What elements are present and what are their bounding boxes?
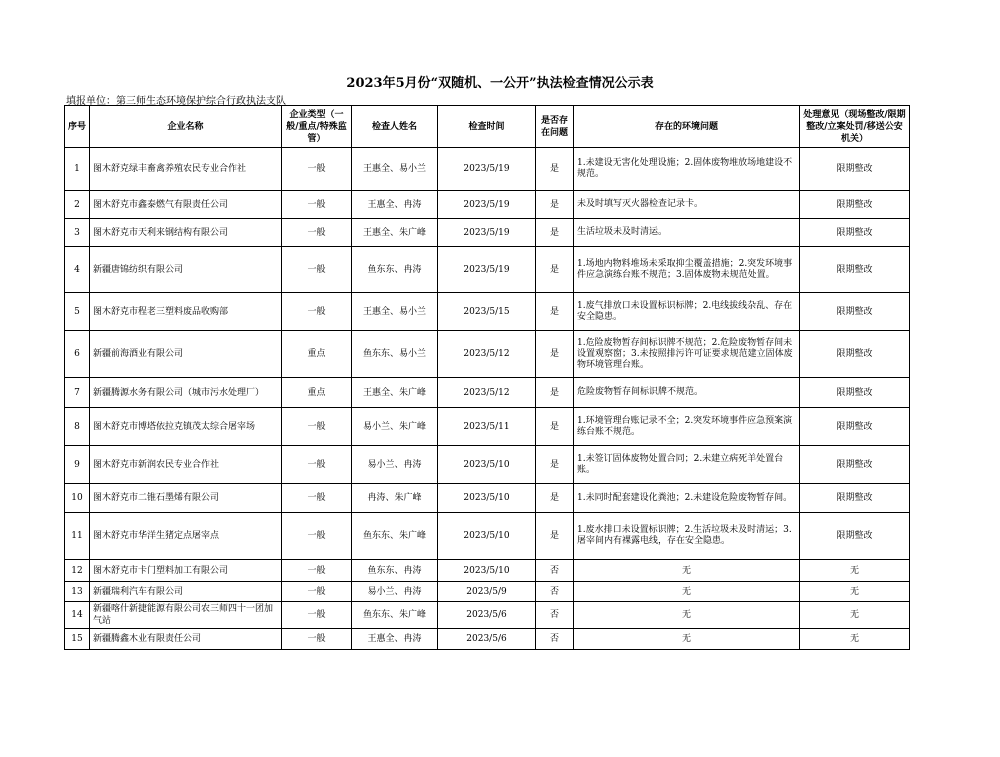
row-company-name: 图木舒克市天利来钢结构有限公司 — [90, 219, 282, 247]
row-problems: 无 — [574, 629, 800, 650]
row-opinion: 无 — [800, 629, 910, 650]
row-company-name: 新疆腾源水务有限公司（城市污水处理厂） — [90, 378, 282, 408]
row-company-type: 一般 — [282, 513, 352, 560]
row-company-name: 新疆腾鑫木业有限责任公司 — [90, 629, 282, 650]
row-problems: 1.未建设无害化处理设施；2.固体废物堆放场地建设不规范。 — [574, 148, 800, 191]
table-row — [65, 378, 910, 408]
row-seq: 11 — [65, 513, 90, 560]
row-has-issue: 是 — [536, 446, 574, 484]
table-row — [65, 484, 910, 513]
row-seq: 5 — [65, 293, 90, 331]
row-inspection-date: 2023/5/10 — [438, 513, 536, 560]
row-inspection-date: 2023/5/19 — [438, 219, 536, 247]
header-date: 检查时间 — [438, 106, 536, 148]
header-row — [65, 106, 910, 148]
table-row — [65, 513, 910, 560]
header-problems: 存在的环境问题 — [574, 106, 800, 148]
table-row — [65, 219, 910, 247]
row-company-type: 一般 — [282, 602, 352, 629]
row-company-name: 图木舒克市鑫泰燃气有限责任公司 — [90, 191, 282, 219]
row-seq: 14 — [65, 602, 90, 629]
inspection-table — [64, 105, 910, 650]
row-inspector: 王惠全、朱广峰 — [352, 378, 438, 408]
row-inspection-date: 2023/5/12 — [438, 331, 536, 378]
row-has-issue: 是 — [536, 513, 574, 560]
row-has-issue: 是 — [536, 148, 574, 191]
header-opinion: 处理意见（现场整改/限期整改/立案处罚/移送公安机关） — [800, 106, 910, 148]
row-company-name: 新疆喀什新捷能源有限公司农三师四十一团加气站 — [90, 602, 282, 629]
row-inspector: 王惠全、易小兰 — [352, 148, 438, 191]
row-problems: 1.未同时配套建设化粪池；2.未建设危险废物暂存间。 — [574, 484, 800, 513]
row-company-type: 一般 — [282, 247, 352, 293]
row-has-issue: 是 — [536, 484, 574, 513]
row-seq: 7 — [65, 378, 90, 408]
row-opinion: 无 — [800, 582, 910, 602]
row-opinion: 限期整改 — [800, 484, 910, 513]
table-row — [65, 331, 910, 378]
row-opinion: 无 — [800, 602, 910, 629]
row-problems: 1.危险废物暂存间标识牌不规范；2.危险废物暂存间未设置观察窗；3.未按照排污许可证要求规范建立固体废物环境管理台账。 — [574, 331, 800, 378]
table-row — [65, 629, 910, 650]
row-inspection-date: 2023/5/9 — [438, 582, 536, 602]
row-seq: 8 — [65, 408, 90, 446]
row-opinion: 限期整改 — [800, 513, 910, 560]
row-inspection-date: 2023/5/10 — [438, 446, 536, 484]
row-company-name: 图木舒克市新润农民专业合作社 — [90, 446, 282, 484]
table-row — [65, 148, 910, 191]
table-row — [65, 446, 910, 484]
row-seq: 4 — [65, 247, 90, 293]
row-has-issue: 否 — [536, 582, 574, 602]
row-opinion: 限期整改 — [800, 247, 910, 293]
row-inspection-date: 2023/5/15 — [438, 293, 536, 331]
row-seq: 1 — [65, 148, 90, 191]
row-seq: 12 — [65, 560, 90, 582]
row-problems: 无 — [574, 582, 800, 602]
row-problems: 未及时填写灭火器检查记录卡。 — [574, 191, 800, 219]
row-inspection-date: 2023/5/19 — [438, 191, 536, 219]
row-company-type: 一般 — [282, 560, 352, 582]
row-has-issue: 是 — [536, 378, 574, 408]
row-inspector: 易小兰、冉涛 — [352, 446, 438, 484]
row-has-issue: 是 — [536, 219, 574, 247]
row-has-issue: 是 — [536, 331, 574, 378]
row-inspector: 鱼东东、冉涛 — [352, 247, 438, 293]
row-seq: 2 — [65, 191, 90, 219]
row-inspection-date: 2023/5/19 — [438, 148, 536, 191]
header-name: 企业名称 — [90, 106, 282, 148]
row-company-name: 新疆唐锦纺织有限公司 — [90, 247, 282, 293]
row-seq: 9 — [65, 446, 90, 484]
row-seq: 3 — [65, 219, 90, 247]
reporting-unit: 填报单位：第三师生态环境保护综合行政执法支队 — [66, 96, 286, 107]
table-row — [65, 582, 910, 602]
row-problems: 1.废水排口未设置标识牌；2.生活垃圾未及时清运；3.屠宰间内有裸露电线，存在安全隐患。 — [574, 513, 800, 560]
table-row — [65, 408, 910, 446]
row-opinion: 限期整改 — [800, 191, 910, 219]
row-inspector: 鱼东东、冉涛 — [352, 560, 438, 582]
row-inspection-date: 2023/5/10 — [438, 560, 536, 582]
table-row — [65, 602, 910, 629]
row-opinion: 限期整改 — [800, 219, 910, 247]
row-inspector: 王惠全、冉涛 — [352, 629, 438, 650]
row-seq: 13 — [65, 582, 90, 602]
row-inspection-date: 2023/5/11 — [438, 408, 536, 446]
row-company-type: 一般 — [282, 148, 352, 191]
row-inspector: 王惠全、冉涛 — [352, 191, 438, 219]
row-inspector: 鱼东东、朱广峰 — [352, 602, 438, 629]
row-problems: 1.未签订固体废物处置合同；2.未建立病死羊处置台账。 — [574, 446, 800, 484]
row-inspector: 鱼东东、朱广峰 — [352, 513, 438, 560]
row-problems: 生活垃圾未及时清运。 — [574, 219, 800, 247]
row-opinion: 限期整改 — [800, 378, 910, 408]
row-company-name: 图木舒克市华洋生猪定点屠宰点 — [90, 513, 282, 560]
row-opinion: 限期整改 — [800, 446, 910, 484]
row-inspector: 王惠全、易小兰 — [352, 293, 438, 331]
row-seq: 6 — [65, 331, 90, 378]
row-company-type: 一般 — [282, 219, 352, 247]
row-company-name: 新疆前海酒业有限公司 — [90, 331, 282, 378]
row-company-name: 图木舒克市二锥石墨烯有限公司 — [90, 484, 282, 513]
row-inspection-date: 2023/5/10 — [438, 484, 536, 513]
table-row — [65, 247, 910, 293]
row-inspector: 冉涛、朱广峰 — [352, 484, 438, 513]
row-seq: 15 — [65, 629, 90, 650]
row-company-name: 图木舒克市博塔依拉克镇茂太综合屠宰场 — [90, 408, 282, 446]
row-company-type: 重点 — [282, 378, 352, 408]
row-opinion: 限期整改 — [800, 331, 910, 378]
page-title: 2023年5月份“双随机、一公开”执法检查情况公示表 — [346, 76, 654, 91]
row-inspector: 王惠全、朱广峰 — [352, 219, 438, 247]
row-problems: 无 — [574, 560, 800, 582]
header-type: 企业类型（一般/重点/特殊监管） — [282, 106, 352, 148]
row-has-issue: 是 — [536, 247, 574, 293]
row-opinion: 限期整改 — [800, 148, 910, 191]
row-problems: 1.环境管理台账记录不全；2.突发环境事件应急预案演练台账不规范。 — [574, 408, 800, 446]
header-has-issue: 是否存在问题 — [536, 106, 574, 148]
table-row — [65, 191, 910, 219]
row-inspection-date: 2023/5/12 — [438, 378, 536, 408]
row-company-type: 一般 — [282, 582, 352, 602]
row-company-type: 一般 — [282, 408, 352, 446]
header-inspector: 检查人姓名 — [352, 106, 438, 148]
row-opinion: 限期整改 — [800, 293, 910, 331]
row-opinion: 限期整改 — [800, 408, 910, 446]
row-has-issue: 否 — [536, 629, 574, 650]
row-company-type: 一般 — [282, 446, 352, 484]
row-company-name: 图木舒克市卡门塑料加工有限公司 — [90, 560, 282, 582]
row-problems: 1.废气排放口未设置标识标牌；2.电线拔线杂乱、存在安全隐患。 — [574, 293, 800, 331]
row-inspector: 鱼东东、易小兰 — [352, 331, 438, 378]
row-company-type: 一般 — [282, 191, 352, 219]
row-inspector: 易小兰、冉涛 — [352, 582, 438, 602]
header-seq: 序号 — [65, 106, 90, 148]
row-company-type: 重点 — [282, 331, 352, 378]
row-company-name: 图木舒克绿丰畜禽养殖农民专业合作社 — [90, 148, 282, 191]
row-inspection-date: 2023/5/6 — [438, 629, 536, 650]
table-row — [65, 560, 910, 582]
row-company-type: 一般 — [282, 629, 352, 650]
row-has-issue: 否 — [536, 560, 574, 582]
row-opinion: 无 — [800, 560, 910, 582]
row-has-issue: 是 — [536, 293, 574, 331]
row-has-issue: 是 — [536, 191, 574, 219]
row-problems: 危险废物暂存间标识牌不规范。 — [574, 378, 800, 408]
row-company-name: 图木舒克市程老三塑料废品收购部 — [90, 293, 282, 331]
row-has-issue: 是 — [536, 408, 574, 446]
row-company-type: 一般 — [282, 293, 352, 331]
row-inspector: 易小兰、朱广峰 — [352, 408, 438, 446]
row-company-type: 一般 — [282, 484, 352, 513]
row-problems: 1.场地内物料堆场未采取抑尘覆盖措施；2.突发环境事件应急演练台账不规范；3.固体废物未规范处置。 — [574, 247, 800, 293]
row-inspection-date: 2023/5/19 — [438, 247, 536, 293]
row-problems: 无 — [574, 602, 800, 629]
row-inspection-date: 2023/5/6 — [438, 602, 536, 629]
row-company-name: 新疆瑞利汽车有限公司 — [90, 582, 282, 602]
row-has-issue: 否 — [536, 602, 574, 629]
row-seq: 10 — [65, 484, 90, 513]
table-row — [65, 293, 910, 331]
